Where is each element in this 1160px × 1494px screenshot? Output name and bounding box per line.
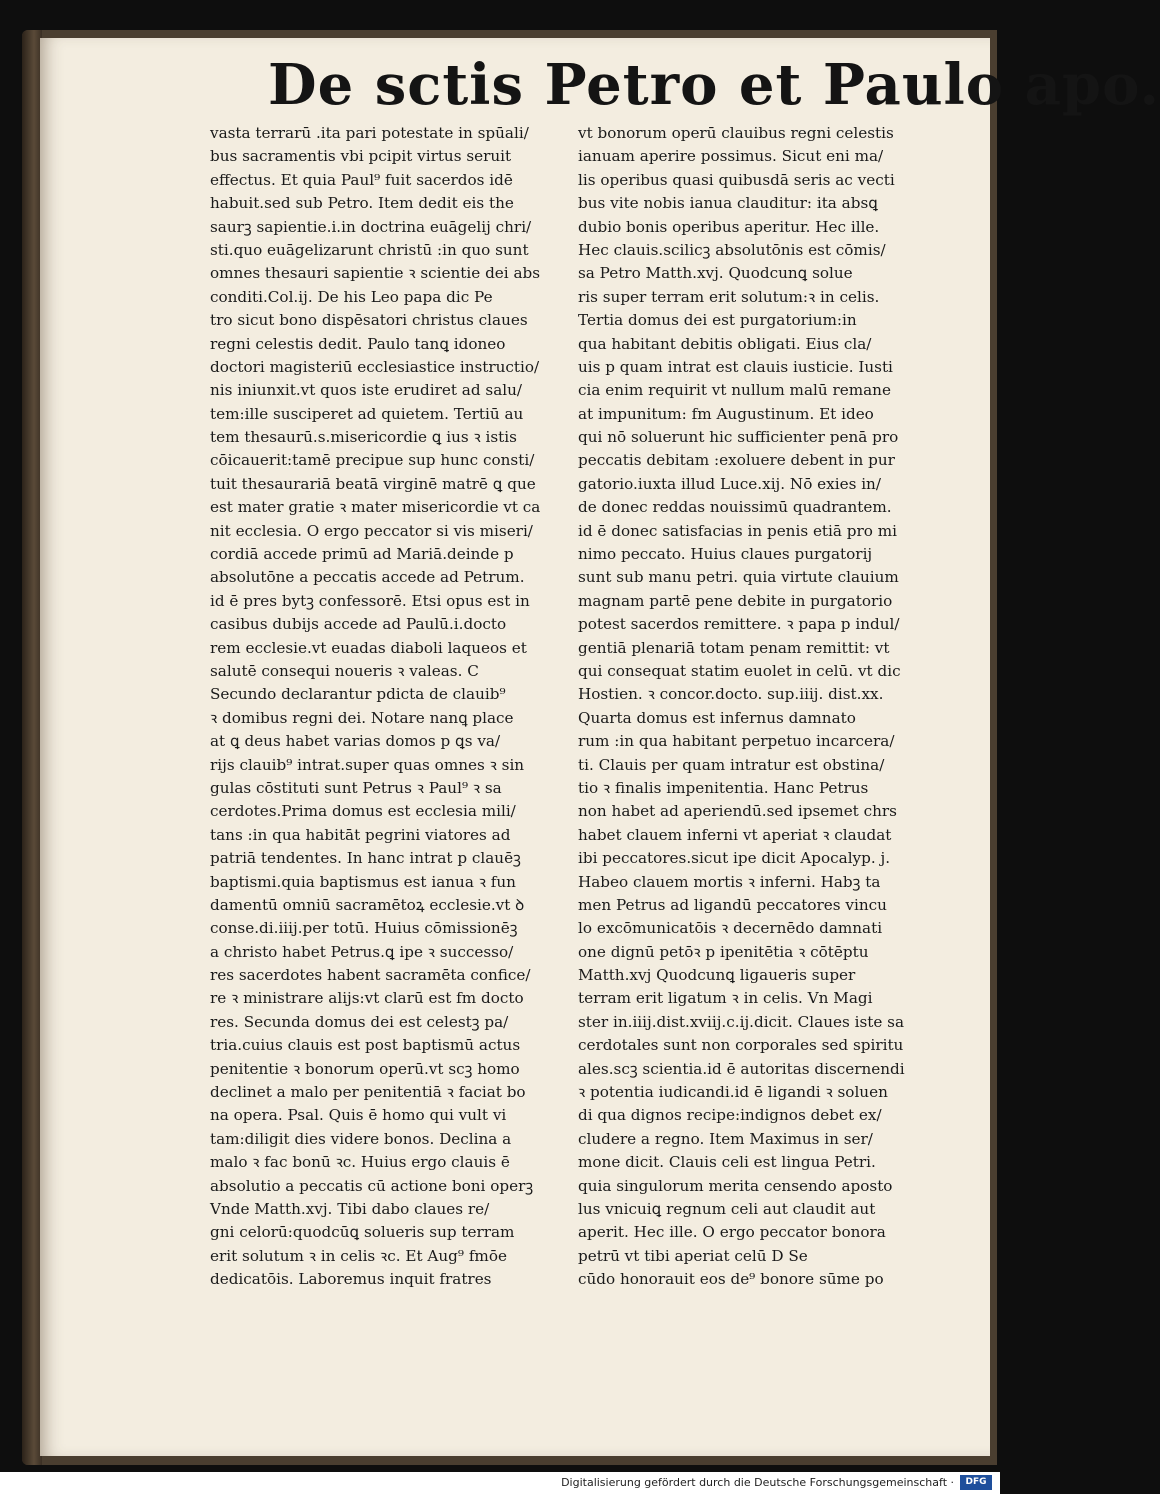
text-line: cordiā accede primū ad Mariā.deinde p <box>210 545 514 564</box>
text-line: a christo habet Petrus.ꝗ ipe ꝛ successo/ <box>210 942 514 961</box>
text-line: nit ecclesia. O ergo peccator si vis miseri/ <box>210 521 533 540</box>
text-line: malo ꝛ fac bonū ꝛc. Huius ergo clauis ē <box>210 1153 510 1172</box>
text-line: non habet ad aperiendū.sed ipsemet chrs <box>578 802 897 821</box>
text-line: aperit. Hec ille. O ergo peccator bonora <box>578 1223 886 1242</box>
text-line: vt bonorum operū clauibus regni celestis <box>578 124 894 142</box>
text-line: peccatis debitam :exoluere debent in pur <box>578 451 895 470</box>
text-column-right <box>578 122 968 1292</box>
text-line: habet clauem inferni vt aperiat ꝛ claudat <box>578 825 892 844</box>
text-line: saurꝫ sapientie.i.in doctrina euāgelij chri/ <box>210 217 532 236</box>
text-line: sunt sub manu petri. quia virtute clauium <box>578 568 899 587</box>
funding-credit: Digitalisierung gefördert durch die Deutsche Forschungsgemeinschaft · <box>561 1476 954 1489</box>
text-line: absolutōne a peccatis accede ad Petrum. <box>210 568 525 587</box>
text-line: habuit.sed sub Petro. Item dedit eis the <box>210 194 514 213</box>
text-line: regni celestis dedit. Paulo tanꝗ idoneo <box>210 334 506 353</box>
text-line: Tertia domus dei est purgatorium:in <box>578 311 857 330</box>
text-line: magnam partē pene debite in purgatorio <box>578 591 893 610</box>
text-line: tro sicut bono dispēsatori christus claues <box>210 311 528 330</box>
text-line: quia singulorum merita censendo aposto <box>578 1176 893 1195</box>
text-line: at ꝗ deus habet varias domos p ꝗs va/ <box>210 732 501 751</box>
running-head: De sctis Petro et Paulo apo. <box>268 52 1160 118</box>
text-line: qui nō soluerunt hic sufficienter penā pro <box>578 428 899 447</box>
text-line: nimo peccato. Huius claues purgatorij <box>578 545 873 564</box>
text-line: ster in.iiij.dist.xviij.c.ij.dicit. Claues iste sa <box>578 1012 905 1031</box>
text-line: damentū omniū sacramētoꝝ ecclesie.vt ꝺ <box>210 895 525 914</box>
text-line: Quarta domus est infernus damnato <box>578 708 856 727</box>
text-line: res. Secunda domus dei est celestꝫ pa/ <box>210 1012 509 1031</box>
text-line: na opera. Psal. Quis ē homo qui vult vi <box>210 1106 507 1125</box>
text-line: gentiā plenariā totam penam remittit: vt <box>578 638 890 657</box>
text-line: est mater gratie ꝛ mater misericordie vt ca <box>210 498 541 517</box>
text-line: id ē pres bytꝫ confessorē. Etsi opus est in <box>210 591 530 610</box>
text-line: omnes thesauri sapientie ꝛ scientie dei abs <box>210 264 541 283</box>
text-line: tans :in qua habitāt pegrini viatores ad <box>210 825 511 844</box>
text-line: ꝛ potentia iudicandi.id ē ligandi ꝛ soluen <box>578 1083 888 1102</box>
text-line: res sacerdotes habent sacramēta confice/ <box>210 966 531 985</box>
text-line: qui consequat statim euolet in celū. vt dic <box>578 661 901 680</box>
text-line: tio ꝛ finalis impenitentia. Hanc Petrus <box>578 778 869 797</box>
text-line: rijs clauib⁹ intrat.super quas omnes ꝛ sin <box>210 755 525 774</box>
text-line: ibi peccatores.sicut ipe dicit Apocalyp. j. <box>578 849 891 868</box>
text-line: Hostien. ꝛ concor.docto. sup.iiij. dist.xx. <box>578 685 884 704</box>
text-line: Secundo declarantur pdicta de clauib⁹ <box>210 685 506 704</box>
text-line: tam:diligit dies videre bonos. Declina a <box>210 1129 512 1148</box>
text-line: gatorio.iuxta illud Luce.xij. Nō exies in/ <box>578 474 881 493</box>
text-line: lus vnicuiꝗ regnum celi aut claudit aut <box>578 1199 876 1218</box>
text-line: ꝛ domibus regni dei. Notare nanꝗ place <box>210 708 514 727</box>
text-line: gulas cōstituti sunt Petrus ꝛ Paul⁹ ꝛ sa <box>210 778 502 797</box>
text-line: men Petrus ad ligandū peccatores vincu <box>578 895 887 914</box>
text-line: potest sacerdos remittere. ꝛ papa p indul/ <box>578 615 900 634</box>
text-line: penitentie ꝛ bonorum operū.vt scꝫ homo <box>210 1059 520 1078</box>
text-line: Hec clauis.scilicꝫ absolutōnis est cōmis/ <box>578 240 886 259</box>
text-line: Matth.xvj Quodcunꝗ ligaueris super <box>578 966 856 985</box>
text-line: casibus dubijs accede ad Paulū.i.docto <box>210 615 507 634</box>
footer-bar <box>0 1472 1000 1494</box>
text-line: rum :in qua habitant perpetuo incarcera/ <box>578 732 895 751</box>
text-line: bus vite nobis ianua clauditur: ita absꝗ <box>578 194 878 213</box>
text-line: gni celorū:quodcūꝗ solueris sup terram <box>210 1223 515 1242</box>
text-line: uis p quam intrat est clauis iusticie. Iusti <box>578 357 893 376</box>
text-line: ti. Clauis per quam intratur est obstina/ <box>578 755 885 774</box>
text-column-left <box>210 122 582 1292</box>
text-line: effectus. Et quia Paul⁹ fuit sacerdos idē <box>210 170 513 189</box>
text-line: petrū vt tibi aperiat celū D Se <box>578 1246 808 1265</box>
text-line: mone dicit. Clauis celi est lingua Petri. <box>578 1153 876 1172</box>
text-line: baptismi.quia baptismus est ianua ꝛ fun <box>210 872 516 891</box>
text-line: cerdotes.Prima domus est ecclesia mili/ <box>210 802 516 821</box>
text-line: nis iniunxit.vt quos iste erudiret ad salu/ <box>210 381 523 400</box>
text-line: tuit thesaurariā beatā virginē matrē ꝗ que <box>210 474 536 493</box>
text-line: Vnde Matth.xvj. Tibi dabo claues re/ <box>210 1199 490 1218</box>
text-line: re ꝛ ministrare alijs:vt clarū est fm docto <box>210 989 524 1008</box>
text-line: id ē donec satisfacias in penis etiā pro mi <box>578 521 897 540</box>
text-line: cūdo honorauit eos de⁹ bonore sūme po <box>578 1270 884 1289</box>
text-line: rem ecclesie.vt euadas diaboli laqueos et <box>210 638 527 657</box>
text-line: cludere a regno. Item Maximus in ser/ <box>578 1129 873 1148</box>
text-line: absolutio a peccatis cū actione boni operꝫ <box>210 1176 534 1195</box>
text-line: ianuam aperire possimus. Sicut eni ma/ <box>578 147 884 166</box>
text-line: cōicauerit:tamē precipue sup hunc consti/ <box>210 451 535 470</box>
text-line: lo excōmunicatōis ꝛ decernēdo damnati <box>578 919 883 938</box>
text-line: doctori magisteriū ecclesiastice instructio/ <box>210 357 540 376</box>
text-line: ales.scꝫ scientia.id ē autoritas discernendi <box>578 1059 905 1078</box>
text-line: terram erit ligatum ꝛ in celis. Vn Magi <box>578 989 873 1008</box>
text-line: qua habitant debitis obligati. Eius cla/ <box>578 334 872 353</box>
text-line: patriā tendentes. In hanc intrat p clauēꝫ <box>210 849 521 868</box>
text-line: dedicatōis. Laboremus inquit fratres <box>210 1270 492 1289</box>
text-line: sti.quo euāgelizarunt christū :in quo sunt <box>210 240 529 259</box>
text-line: bus sacramentis vbi pcipit virtus seruit <box>210 147 512 166</box>
text-line: at impunitum: fm Augustinum. Et ideo <box>578 404 874 423</box>
text-line: declinet a malo per penitentiā ꝛ faciat bo <box>210 1083 526 1102</box>
text-line: Habeo clauem mortis ꝛ inferni. Habꝫ ta <box>578 872 881 891</box>
text-line: conse.di.iiij.per totū. Huius cōmissionēꝫ <box>210 919 518 938</box>
text-line: di qua dignos recipe:indignos debet ex/ <box>578 1106 882 1125</box>
text-line: cerdotales sunt non corporales sed spiritu <box>578 1036 904 1055</box>
text-line: one dignū petōꝛ p ipenitētia ꝛ cōtēptu <box>578 942 869 961</box>
text-line: salutē consequi noueris ꝛ valeas. C <box>210 661 479 680</box>
text-line: ris super terram erit solutum:ꝛ in celis. <box>578 287 880 306</box>
text-line: cia enim requirit vt nullum malū remane <box>578 381 891 400</box>
text-line: erit solutum ꝛ in celis ꝛc. Et Aug⁹ fmōe <box>210 1246 507 1265</box>
text-line: dubio bonis operibus aperitur. Hec ille. <box>578 217 880 236</box>
text-line: vasta terrarū .ita pari potestate in spūali/ <box>210 124 529 142</box>
book-spine <box>22 30 42 1465</box>
text-line: de donec reddas nouissimū quadrantem. <box>578 498 892 517</box>
dfg-logo-icon: DFG <box>960 1475 992 1490</box>
text-line: conditi.Col.ij. De his Leo papa dic Pe <box>210 287 493 306</box>
text-line: lis operibus quasi quibusdā seris ac vecti <box>578 170 895 189</box>
text-line: sa Petro Matth.xvj. Quodcunꝗ solue <box>578 264 853 283</box>
text-line: tem:ille susciperet ad quietem. Tertiū au <box>210 404 524 423</box>
text-line: tem thesaurū.s.misericordie ꝗ ius ꝛ istis <box>210 428 517 447</box>
text-line: tria.cuius clauis est post baptismū actus <box>210 1036 521 1055</box>
